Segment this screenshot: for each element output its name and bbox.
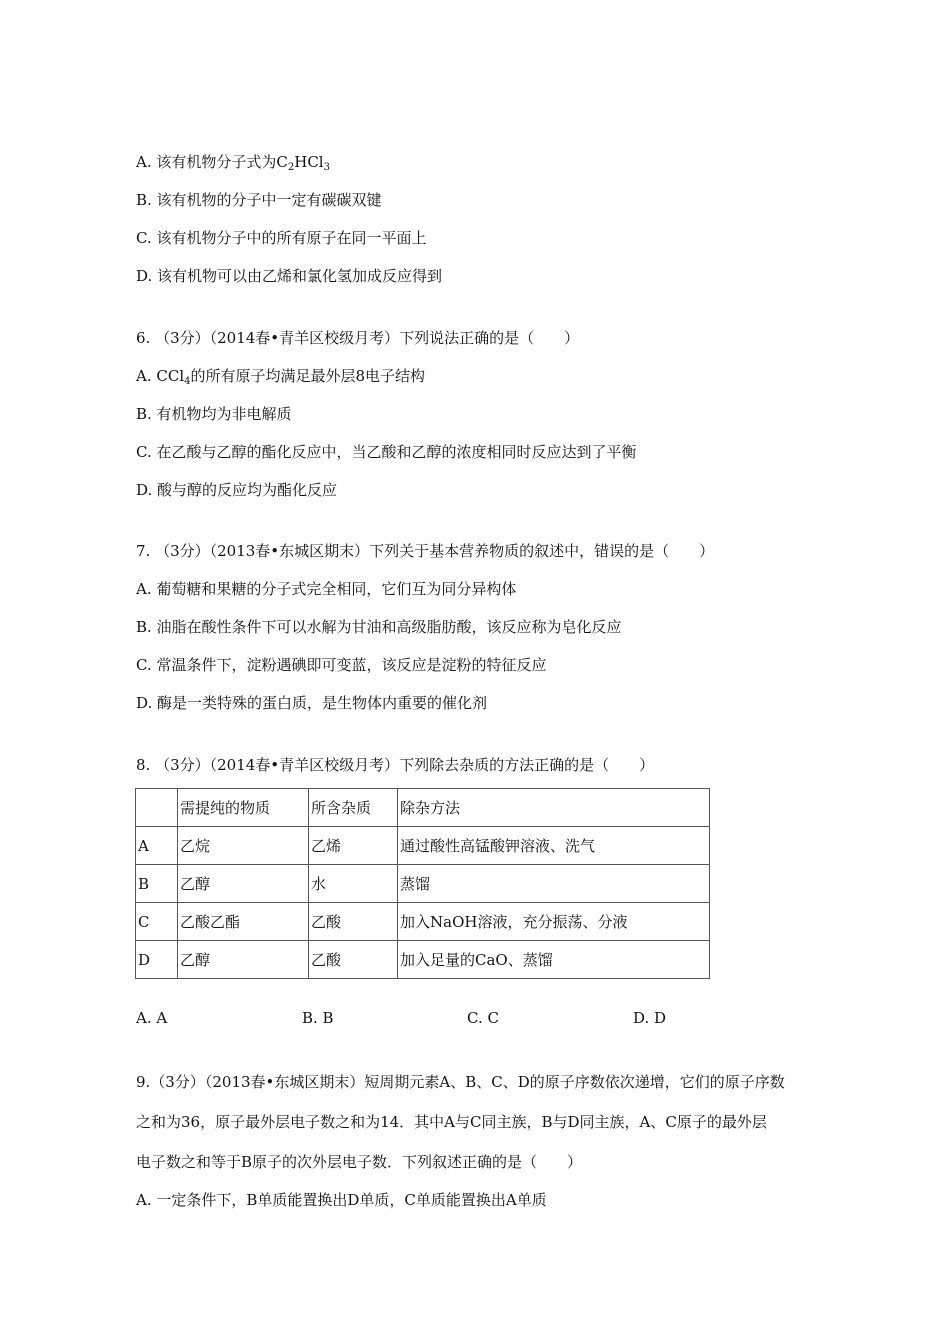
table-cell: D	[136, 941, 178, 979]
q7-option-c: C. 常温条件下，淀粉遇碘即可变蓝，该反应是淀粉的特征反应	[136, 656, 547, 674]
table-cell: 乙酸乙酯	[178, 903, 309, 941]
table-header-row	[136, 789, 710, 827]
q7-option-d: D. 酶是一类特殊的蛋白质，是生物体内重要的催化剂	[136, 694, 488, 712]
table-cell: 乙烯	[309, 827, 398, 865]
q7-option-b: B. 油脂在酸性条件下可以水解为甘油和高级脂肪酸，该反应称为皂化反应	[136, 618, 622, 636]
q5-option-c: C. 该有机物分子中的所有原子在同一平面上	[136, 229, 427, 247]
q9-stem-line1: 9.（3分）（2013春•东城区期末）短周期元素A、B、C、D的原子序数依次递增，它们的原子序数	[136, 1073, 785, 1091]
q8-answer-a: A. A	[136, 1009, 168, 1027]
table-header-cell: 除杂方法	[398, 789, 710, 827]
table-row	[136, 865, 710, 903]
table-cell: 乙烷	[178, 827, 309, 865]
table-header-cell	[136, 789, 178, 827]
table-cell: 乙醇	[178, 941, 309, 979]
q5-option-a	[136, 152, 330, 172]
table-cell: 蒸馏	[398, 865, 710, 903]
table-header-cell: 所含杂质	[309, 789, 398, 827]
q6-option-a-pre: A. CCl	[136, 367, 185, 385]
table-header-cell: 需提纯的物质	[178, 789, 309, 827]
table-cell: C	[136, 903, 178, 941]
q8-answer-d: D. D	[633, 1009, 667, 1027]
q6-stem: 6. （3分）（2014春•青羊区校级月考）下列说法正确的是（ ）	[136, 329, 580, 347]
q9-option-a: A. 一定条件下，B单质能置换出D单质，C单质能置换出A单质	[136, 1191, 547, 1209]
q5-option-b: B. 该有机物的分子中一定有碳碳双键	[136, 191, 382, 209]
q6-option-a	[136, 366, 425, 386]
q6-option-c: C. 在乙酸与乙醇的酯化反应中，当乙酸和乙醇的浓度相同时反应达到了平衡	[136, 443, 637, 461]
q5-option-a-sub2: 3	[323, 162, 330, 173]
table-row	[136, 941, 710, 979]
q5-option-a-mid: HCl	[294, 153, 324, 171]
q9-stem-line3: 电子数之和等于B原子的次外层电子数．下列叙述正确的是（ ）	[136, 1153, 583, 1171]
table-cell: 通过酸性高锰酸钾溶液、洗气	[398, 827, 710, 865]
q5-option-a-sub1: 2	[287, 162, 295, 173]
table-row	[136, 903, 710, 941]
q8-answer-c: C. C	[467, 1009, 499, 1027]
table-cell: 水	[309, 865, 398, 903]
table-cell: 乙酸	[309, 941, 398, 979]
table-cell: 乙醇	[178, 865, 309, 903]
q6-option-a-post: 的所有原子均满足最外层8电子结构	[190, 367, 426, 385]
q8-answer-b: B. B	[302, 1009, 334, 1027]
q5-option-d: D. 该有机物可以由乙烯和氯化氢加成反应得到	[136, 267, 443, 285]
q6-option-a-sub: 4	[184, 376, 191, 387]
q8-stem: 8. （3分）（2014春•青羊区校级月考）下列除去杂质的方法正确的是（ ）	[136, 756, 655, 774]
table-cell: 乙酸	[309, 903, 398, 941]
q5-option-a-pre: A. 该有机物分子式为C	[136, 153, 288, 171]
table-row	[136, 827, 710, 865]
table-cell: 加入NaOH溶液，充分振荡、分液	[398, 903, 710, 941]
q8-table	[135, 788, 710, 979]
table-cell: B	[136, 865, 178, 903]
table-cell: 加入足量的CaO、蒸馏	[398, 941, 710, 979]
q9-stem-line2: 之和为36，原子最外层电子数之和为14．其中A与C同主族，B与D同主族，A、C原子的最外层	[136, 1113, 767, 1131]
q6-option-b: B. 有机物均为非电解质	[136, 405, 292, 423]
q6-option-d: D. 酸与醇的反应均为酯化反应	[136, 481, 338, 499]
q7-stem: 7. （3分）（2013春•东城区期末）下列关于基本营养物质的叙述中，错误的是（ ）	[136, 542, 715, 560]
table-cell: A	[136, 827, 178, 865]
q7-option-a: A. 葡萄糖和果糖的分子式完全相同，它们互为同分异构体	[136, 580, 517, 598]
